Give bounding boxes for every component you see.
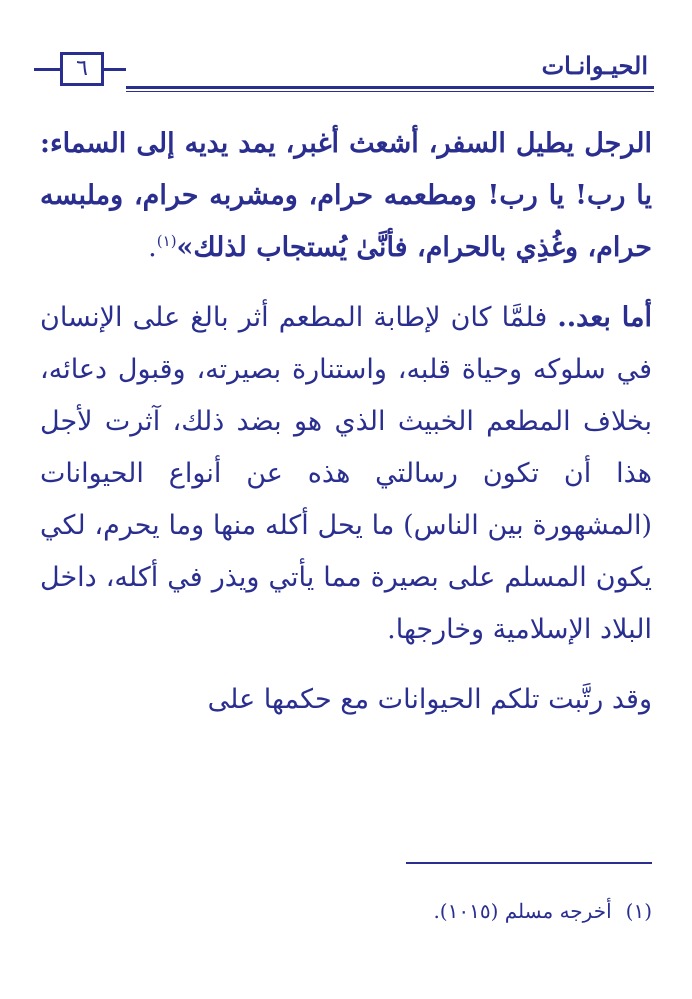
header-rule (126, 86, 654, 89)
footnote-reference: (١) (156, 232, 177, 250)
footnote-separator (406, 862, 652, 864)
page-number: ٦ (60, 52, 104, 86)
paragraph-lead: أما بعد.. (557, 302, 652, 333)
closing-paragraph (40, 674, 652, 726)
main-text (40, 118, 652, 744)
paragraph-text-continued: وقد رتَّبت تلكم الحيوانات مع حكمها على (207, 684, 652, 715)
header-rule-thin (126, 91, 654, 92)
page-header (38, 46, 654, 96)
intro-paragraph (40, 292, 652, 656)
footnote-text: أخرجه مسلم (١٠١٥). (433, 899, 612, 923)
footnote (40, 896, 652, 926)
hadith-end: . (148, 232, 157, 263)
running-title: الحيـوانـات (541, 51, 648, 80)
hadith-paragraph (40, 118, 652, 274)
header-rule-stub-left (34, 68, 62, 71)
paragraph-text: فلمَّا كان لإطابة المطعم أثر بالغ على الإنسان في سلوكه وحياة قلبه، واستنارة بصيرته، وقبول دعائه، بخلاف المطعم الخبيث الذي هو بضد ذلك، آثرت لأجل هذا أن تكون رسالتي هذه عن أنواع الحيوانات (المشهورة بين الناس) ما يحل أكله منها وما يحرم، لكي يكون المسلم على بصيرة مما يأتي ويذر في أكله، داخل البلاد الإسلامية وخارجها. (40, 302, 652, 645)
hadith-text: الرجل يطيل السفر، أشعث أغبر، يمد يديه إلى السماء: يا رب! يا رب! ومطعمه حرام، ومشربه حرام، وملبسه حرام، وغُذِي بالحرام، فأنَّىٰ يُستجاب لذلك» (40, 128, 652, 263)
footnote-number: (١) (625, 899, 652, 923)
header-rule-stub-right (104, 68, 126, 71)
